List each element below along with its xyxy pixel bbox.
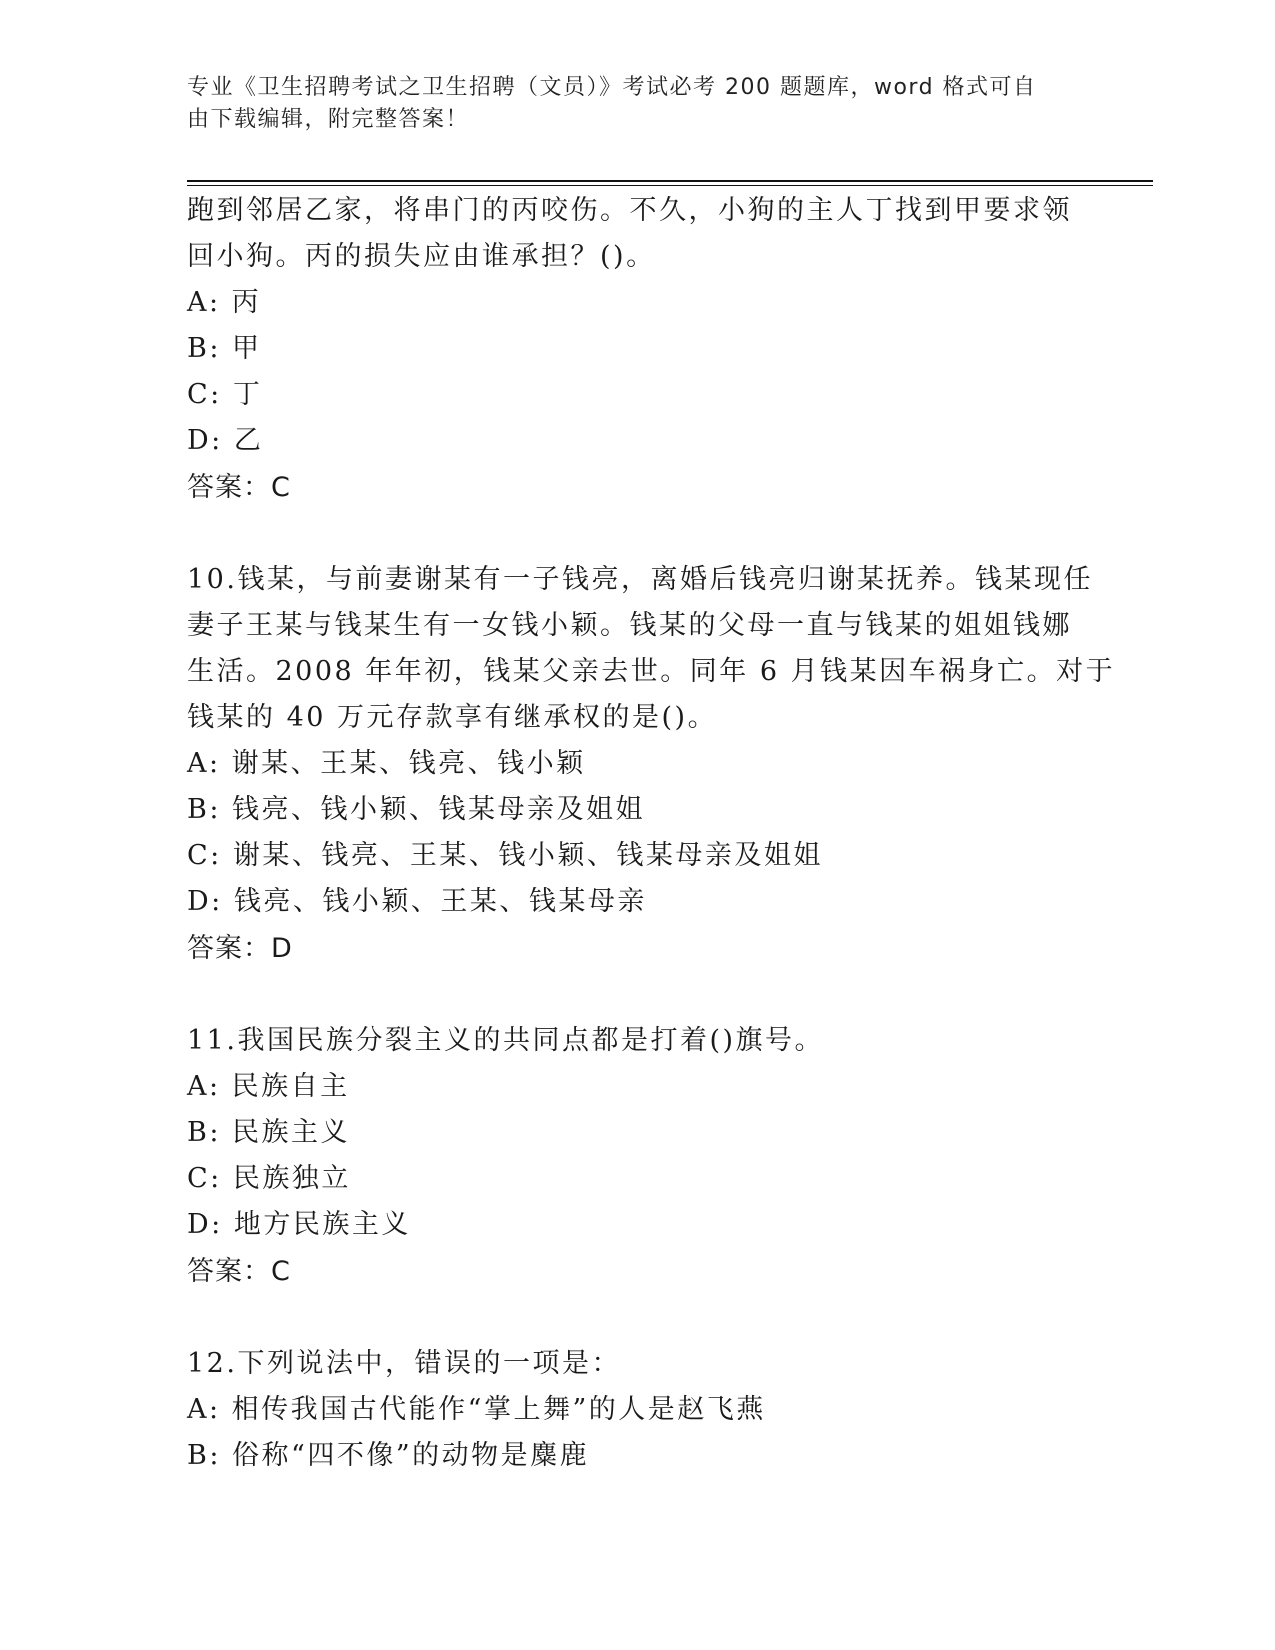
option-c: C: 谢某、钱亮、王某、钱小颖、钱某母亲及姐姐 (187, 840, 823, 871)
header-divider-thick (187, 180, 1153, 182)
header-title-line-1: 专业《卫生招聘考试之卫生招聘（文员）》考试必考 200 题题库，word 格式可自 (187, 75, 1037, 100)
question-stem-line: 11.我国民族分裂主义的共同点都是打着()旗号。 (187, 1025, 825, 1056)
option-d: D: 乙 (187, 425, 264, 456)
option-a: A: 谢某、王某、钱亮、钱小颖 (187, 748, 586, 779)
question-block (187, 188, 1087, 512)
option-b: B: 甲 (187, 333, 262, 364)
question-stem-line: 生活。2008 年年初，钱某父亲去世。同年 6 月钱某因车祸身亡。对于 (187, 656, 1116, 687)
question-block (187, 557, 1116, 973)
question-stem-line: 回小狗。丙的损失应由谁承担？()。 (187, 241, 656, 272)
answer-line: 答案：C (187, 1256, 291, 1287)
answer-line: 答案：C (187, 472, 291, 503)
option-d: D: 钱亮、钱小颖、王某、钱某母亲 (187, 886, 647, 917)
header-title-line-2: 由下载编辑，附完整答案！ (187, 107, 470, 132)
question-stem-line: 12.下列说法中，错误的一项是： (187, 1348, 621, 1379)
question-stem-line: 10.钱某，与前妻谢某有一子钱亮，离婚后钱亮归谢某抚养。钱某现任 (187, 564, 1093, 595)
document-header (187, 72, 1067, 136)
option-d: D: 地方民族主义 (187, 1209, 411, 1240)
option-a: A: 相传我国古代能作“掌上舞”的人是赵飞燕 (187, 1394, 766, 1425)
option-b: B: 俗称“四不像”的动物是麋鹿 (187, 1440, 590, 1471)
option-a: A: 丙 (187, 287, 262, 318)
option-b: B: 钱亮、钱小颖、钱某母亲及姐姐 (187, 794, 646, 825)
option-a: A: 民族自主 (187, 1071, 350, 1102)
question-list (187, 188, 1116, 1479)
question-stem-line: 妻子王某与钱某生有一女钱小颖。钱某的父母一直与钱某的姐姐钱娜 (187, 610, 1072, 641)
question-block (187, 1018, 1087, 1296)
option-b: B: 民族主义 (187, 1117, 351, 1148)
option-c: C: 民族独立 (187, 1163, 351, 1194)
question-stem-line: 钱某的 40 万元存款享有继承权的是()。 (187, 702, 718, 733)
question-stem-line: 跑到邻居乙家，将串门的丙咬伤。不久，小狗的主人丁找到甲要求领 (187, 195, 1072, 226)
question-block (187, 1341, 1087, 1479)
answer-line: 答案：D (187, 933, 293, 964)
option-c: C: 丁 (187, 379, 263, 410)
header-divider-thin (187, 185, 1153, 186)
